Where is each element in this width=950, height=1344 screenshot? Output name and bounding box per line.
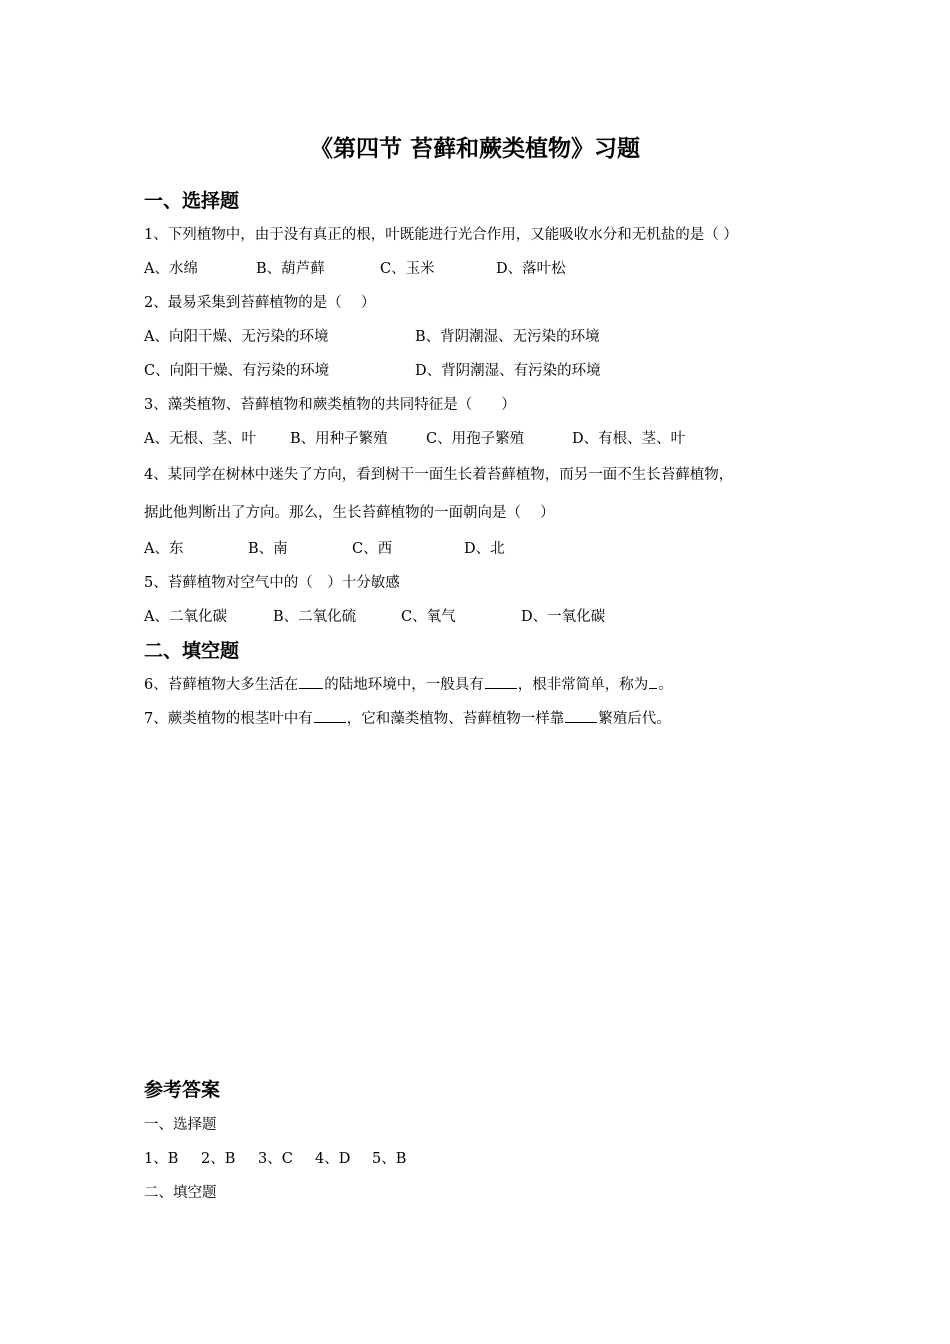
option-b: B、二氧化硫	[273, 609, 357, 625]
option-b: B、用种子繁殖	[290, 431, 388, 447]
question-1-options	[144, 252, 824, 286]
question-6	[144, 668, 824, 702]
option-c: C、氧气	[401, 609, 456, 625]
option-d: D、背阴潮湿、有污染的环境	[415, 363, 601, 379]
answer-item: 2、B	[201, 1151, 236, 1167]
answer-blank	[485, 671, 517, 689]
answer-key-heading: 参考答案	[144, 1079, 221, 1101]
question-4-line1: 4、某同学在树林中迷失了方向，看到树干一面生长着苔藓植物，而另一面不生长苔藓植物，	[144, 467, 734, 483]
answer-key	[144, 1072, 824, 1210]
option-b: B、葫芦藓	[256, 261, 325, 277]
option-d: D、有根、茎、叶	[572, 431, 686, 447]
answer-section-choice-label: 一、选择题	[144, 1117, 217, 1133]
answer-item: 4、D	[315, 1151, 351, 1167]
answer-blank	[565, 705, 597, 723]
option-c: C、西	[352, 541, 393, 557]
option-c: C、玉米	[380, 261, 435, 277]
option-c: C、用孢子繁殖	[426, 431, 525, 447]
section-heading-fill: 二、填空题	[144, 640, 240, 662]
option-d: D、北	[464, 541, 505, 557]
option-a: A、水绵	[144, 261, 198, 277]
question-6-text-2: 的陆地环境中，一般具有	[324, 677, 484, 693]
option-b: B、南	[248, 541, 288, 557]
option-b: B、背阴潮湿、无污染的环境	[415, 329, 600, 345]
exercise-content	[144, 184, 824, 736]
question-4-options	[144, 532, 824, 566]
question-2-options-row1	[144, 320, 824, 354]
question-3-options	[144, 422, 824, 456]
option-a: A、向阳干燥、无污染的环境	[144, 329, 329, 345]
option-a: A、无根、茎、叶	[144, 431, 256, 447]
question-7-text-3: 繁殖后代。	[598, 711, 671, 727]
answer-item: 3、C	[258, 1151, 293, 1167]
question-2: 2、最易采集到苔藓植物的是（ ）	[144, 295, 376, 311]
question-6-text-4: 。	[658, 677, 673, 693]
question-7-text-1: 7、蕨类植物的根茎叶中有	[144, 711, 313, 727]
answer-choices	[144, 1142, 824, 1176]
question-2-options-row2	[144, 354, 824, 388]
answer-blank	[649, 671, 657, 689]
page-title: 《第四节 苔藓和蕨类植物》习题	[309, 136, 640, 162]
answer-blank	[314, 705, 346, 723]
question-1: 1、下列植物中，由于没有真正的根，叶既能进行光合作用，又能吸收水分和无机盐的是（ ）	[144, 227, 738, 243]
option-d: D、落叶松	[496, 261, 566, 277]
question-4-line2: 据此他判断出了方向。那么，生长苔藓植物的一面朝向是（ ）	[144, 505, 555, 521]
answer-blank	[299, 671, 323, 689]
question-3: 3、藻类植物、苔藓植物和蕨类植物的共同特征是（ ）	[144, 397, 516, 413]
question-6-text-3: ，根非常简单，称为	[517, 677, 649, 693]
question-7-text-2: ，它和藻类植物、苔藓植物一样靠	[346, 711, 565, 727]
option-c: C、向阳干燥、有污染的环境	[144, 363, 330, 379]
option-a: A、东	[144, 541, 184, 557]
answer-section-fill-label: 二、填空题	[144, 1185, 217, 1201]
question-6-text-1: 6、苔藓植物大多生活在	[144, 677, 299, 693]
question-5-options	[144, 600, 824, 634]
question-5: 5、苔藓植物对空气中的（ ）十分敏感	[144, 575, 400, 591]
answer-item: 1、B	[144, 1151, 179, 1167]
question-7	[144, 702, 824, 736]
option-a: A、二氧化碳	[144, 609, 227, 625]
section-heading-choice: 一、选择题	[144, 190, 240, 212]
answer-item: 5、B	[372, 1151, 407, 1167]
option-d: D、一氧化碳	[521, 609, 606, 625]
